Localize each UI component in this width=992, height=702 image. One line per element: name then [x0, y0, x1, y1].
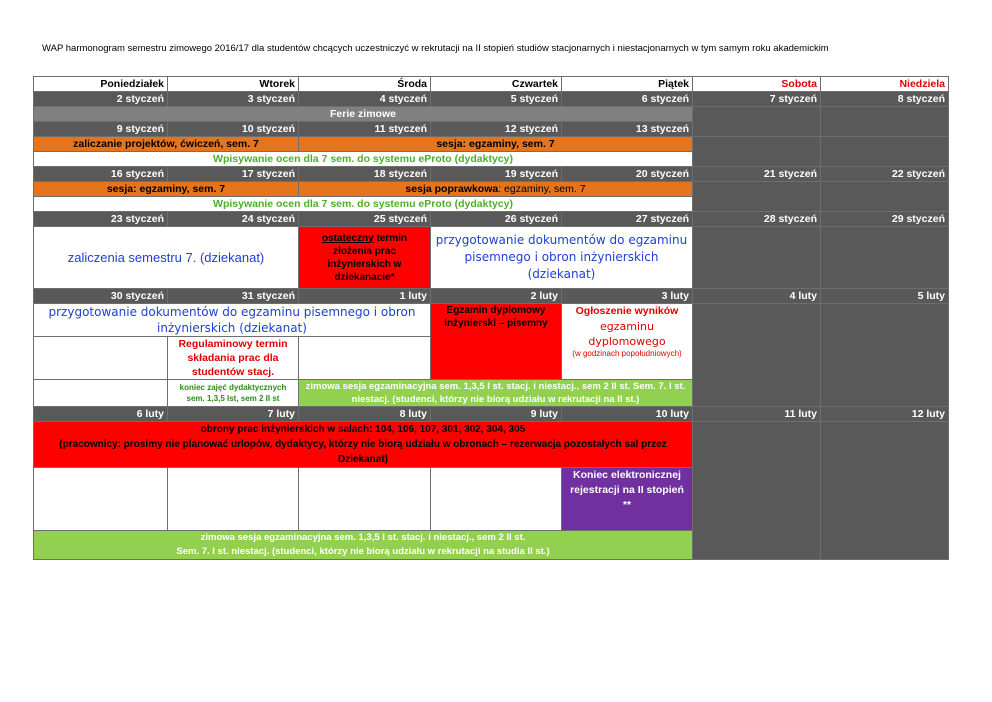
schedule-table	[33, 76, 949, 560]
date-cell: 11 luty	[693, 407, 821, 422]
ogloszenie-wynikow: Ogłoszenie wyników egzaminu dyplomowego (w godzinach popołudniowych)	[562, 304, 693, 380]
day-header: Wtorek	[168, 77, 299, 92]
zaliczenia-semestru: zaliczenia semestru 7. (dziekanat)	[34, 227, 299, 289]
weekend-cell	[821, 227, 949, 289]
weekend-cell	[821, 304, 949, 407]
weekend-cell	[693, 182, 821, 212]
empty-cell	[431, 468, 562, 531]
empty-cell	[34, 380, 168, 407]
weekend-cell	[821, 137, 949, 167]
date-cell: 8 luty	[299, 407, 431, 422]
weekend-cell	[693, 107, 821, 137]
obrony-prac: obrony prac inżynierskich w salach: 104, 106, 107, 301, 302, 304, 305 (pracownicy: prosimy nie planować urlopów, dydaktycy, którzy nie biorą udziału w obronach – rezerwacja pozostałych sal przez Dziekanat)	[34, 422, 693, 468]
date-row	[34, 212, 949, 227]
date-cell: 17 styczeń	[168, 167, 299, 182]
date-cell: 5 luty	[821, 289, 949, 304]
zaliczanie-projektow: zaliczanie projektów, ćwiczeń, sem. 7	[34, 137, 299, 152]
date-cell: 31 styczeń	[168, 289, 299, 304]
date-cell: 20 styczeń	[562, 167, 693, 182]
koniec-rejestracji: Koniec elektronicznej rejestracji na II stopień **	[562, 468, 693, 531]
empty-cell	[34, 468, 168, 531]
weekend-cell	[821, 182, 949, 212]
date-cell: 2 styczeń	[34, 92, 168, 107]
date-cell: 12 styczeń	[431, 122, 562, 137]
weekend-cell	[693, 137, 821, 167]
page-title: WAP harmonogram semestru zimowego 2016/17 dla studentów chcących uczestniczyć w rekrutacji na II stopień studiów stacjonarnych i niestacjonarnych w tym samym roku akademickim	[42, 43, 829, 54]
regulaminowy-termin: Regulaminowy termin składania prac dla studentów stacj.	[168, 337, 299, 380]
date-cell: 29 styczeń	[821, 212, 949, 227]
sesja-poprawkowa: sesja poprawkowa: egzaminy, sem. 7	[299, 182, 693, 197]
sesja-egzaminy: sesja: egzaminy, sem. 7	[34, 182, 299, 197]
weekend-cell	[693, 304, 821, 407]
date-cell: 4 styczeń	[299, 92, 431, 107]
przygotowanie-dokumentow: przygotowanie dokumentów do egzaminu pisemnego i obron inżynierskich (dziekanat)	[34, 304, 431, 337]
date-cell: 3 luty	[562, 289, 693, 304]
date-cell: 7 styczeń	[693, 92, 821, 107]
date-cell: 26 styczeń	[431, 212, 562, 227]
day-header: Piątek	[562, 77, 693, 92]
date-cell: 8 styczeń	[821, 92, 949, 107]
empty-cell	[34, 337, 168, 380]
date-cell: 25 styczeń	[299, 212, 431, 227]
ferie-zimowe: Ferie zimowe	[34, 107, 693, 122]
date-cell: 6 luty	[34, 407, 168, 422]
date-cell: 9 styczeń	[34, 122, 168, 137]
date-cell: 27 styczeń	[562, 212, 693, 227]
day-header: Poniedziałek	[34, 77, 168, 92]
date-cell: 19 styczeń	[431, 167, 562, 182]
date-cell: 24 styczeń	[168, 212, 299, 227]
wpisywanie-ocen: Wpisywanie ocen dla 7 sem. do systemu eProto (dydaktycy)	[34, 197, 693, 212]
date-cell: 10 luty	[562, 407, 693, 422]
date-cell: 9 luty	[431, 407, 562, 422]
date-cell: 4 luty	[693, 289, 821, 304]
day-header-weekend: Sobota	[693, 77, 821, 92]
date-row	[34, 407, 949, 422]
date-row	[34, 289, 949, 304]
empty-cell	[299, 337, 431, 380]
date-cell: 16 styczeń	[34, 167, 168, 182]
day-header: Środa	[299, 77, 431, 92]
date-row	[34, 167, 949, 182]
day-header-weekend: Niedziela	[821, 77, 949, 92]
empty-cell	[299, 468, 431, 531]
empty-cell	[168, 468, 299, 531]
day-header: Czwartek	[431, 77, 562, 92]
ostateczny-termin: ostateczny termin złożenia prac inżynierskich w dziekanacie*	[299, 227, 431, 289]
przygotowanie-dokumentow: przygotowanie dokumentów do egzaminu pisemnego i obron inżynierskich (dziekanat)	[431, 227, 693, 289]
date-cell: 1 luty	[299, 289, 431, 304]
weekend-cell	[821, 107, 949, 137]
weekend-cell	[693, 227, 821, 289]
koniec-zajec: koniec zajęć dydaktycznych sem. 1,3,5 Ist, sem 2 II st	[168, 380, 299, 407]
date-cell: 18 styczeń	[299, 167, 431, 182]
date-cell: 7 luty	[168, 407, 299, 422]
date-cell: 5 styczeń	[431, 92, 562, 107]
weekend-cell	[693, 422, 821, 560]
date-cell: 3 styczeń	[168, 92, 299, 107]
date-cell: 10 styczeń	[168, 122, 299, 137]
date-cell: 28 styczeń	[693, 212, 821, 227]
zimowa-sesja: zimowa sesja egzaminacyjna sem. 1,3,5 I st. stacj. i niestacj., sem 2 II st. Sem. 7. I st. niestacj. (studenci, którzy nie biorą udziału w rekrutacji na studia II st.)	[34, 531, 693, 560]
zimowa-sesja: zimowa sesja egzaminacyjna sem. 1,3,5 I st. stacj. i niestacj., sem 2 II st. Sem. 7. I st. niestacj. (studenci, którzy nie biorą udziału w rekrutacji na II st.)	[299, 380, 693, 407]
weekday-header-row	[34, 77, 949, 92]
weekend-cell	[821, 422, 949, 560]
wpisywanie-ocen: Wpisywanie ocen dla 7 sem. do systemu eProto (dydaktycy)	[34, 152, 693, 167]
date-cell: 2 luty	[431, 289, 562, 304]
date-cell: 23 styczeń	[34, 212, 168, 227]
date-row	[34, 92, 949, 107]
date-cell: 13 styczeń	[562, 122, 693, 137]
date-cell: 30 styczeń	[34, 289, 168, 304]
date-cell: 11 styczeń	[299, 122, 431, 137]
date-cell: 6 styczeń	[562, 92, 693, 107]
date-cell: 21 styczeń	[693, 167, 821, 182]
date-cell: 22 styczeń	[821, 167, 949, 182]
sesja-egzaminy: sesja: egzaminy, sem. 7	[299, 137, 693, 152]
egzamin-dyplomowy: Egzamin dyplomowy inżynierski – pisemny	[431, 304, 562, 380]
date-cell: 12 luty	[821, 407, 949, 422]
